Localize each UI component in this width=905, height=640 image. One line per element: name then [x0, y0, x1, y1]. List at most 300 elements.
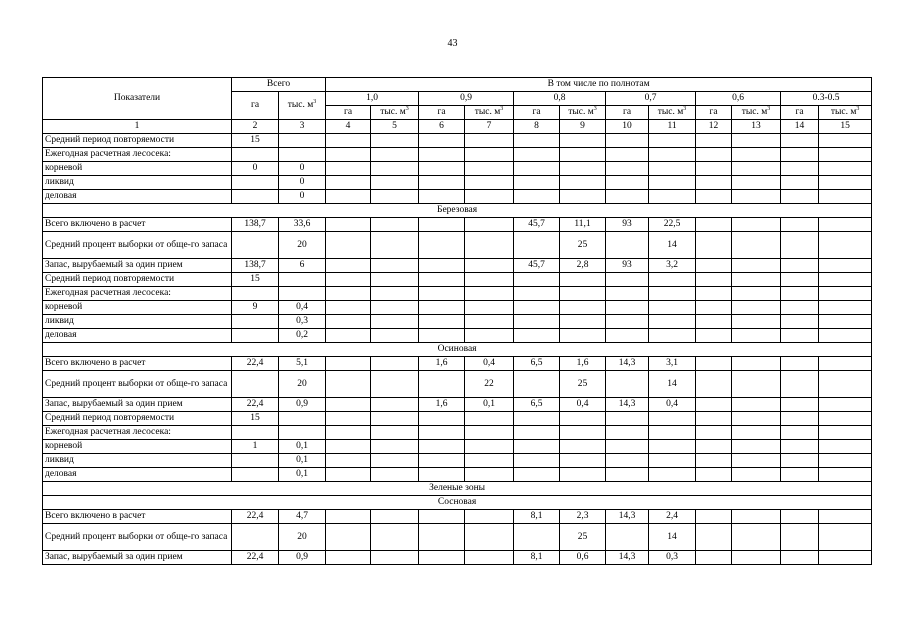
table-cell: [371, 301, 419, 315]
table-cell: [696, 454, 732, 468]
table-cell: 0,9: [279, 398, 326, 412]
table-cell: 93: [606, 218, 649, 232]
column-number: 2: [232, 120, 279, 134]
table-cell: [371, 371, 419, 398]
table-cell: [732, 398, 781, 412]
table-cell: 25: [560, 371, 606, 398]
table-cell: [514, 134, 560, 148]
section-title: Зеленые зоны: [43, 482, 872, 496]
row-label: корневой: [43, 162, 232, 176]
table-cell: [819, 218, 872, 232]
table-cell: [696, 524, 732, 551]
table-row: [43, 315, 872, 329]
table-cell: [371, 524, 419, 551]
table-cell: [514, 426, 560, 440]
table-cell: [649, 412, 696, 426]
table-cell: 14,3: [606, 551, 649, 565]
table-cell: [465, 190, 514, 204]
table-cell: [781, 301, 819, 315]
table-cell: [560, 176, 606, 190]
table-cell: [732, 218, 781, 232]
header-unit-m3: тыс. $м^3$: [732, 106, 781, 120]
table-cell: 3,1: [649, 357, 696, 371]
table-cell: [514, 524, 560, 551]
table-cell: 14,3: [606, 357, 649, 371]
header-density: 0.3-0.5: [781, 92, 872, 106]
table-cell: [465, 524, 514, 551]
table-cell: [696, 315, 732, 329]
table-row: [43, 426, 872, 440]
table-cell: [606, 524, 649, 551]
table-row: [43, 134, 872, 148]
table-cell: 0,3: [279, 315, 326, 329]
table-cell: [606, 162, 649, 176]
header-total-ha: га: [232, 92, 279, 120]
table-cell: [781, 329, 819, 343]
table-cell: [419, 551, 465, 565]
table-row: [43, 524, 872, 551]
table-cell: [371, 551, 419, 565]
table-cell: [781, 162, 819, 176]
table-cell: [371, 357, 419, 371]
table-cell: [279, 412, 326, 426]
table-cell: [371, 259, 419, 273]
table-cell: [371, 162, 419, 176]
column-number: 11: [649, 120, 696, 134]
row-label: Средний процент выборки от обще-го запаса: [43, 371, 232, 398]
column-number: 9: [560, 120, 606, 134]
forest-cutting-table: [42, 77, 872, 565]
table-cell: [326, 273, 371, 287]
table-cell: [419, 301, 465, 315]
header-density: 0,8: [514, 92, 606, 106]
table-cell: 0: [279, 190, 326, 204]
table-cell: 8,1: [514, 510, 560, 524]
table-cell: 0,1: [279, 440, 326, 454]
table-cell: [606, 412, 649, 426]
table-cell: [232, 287, 279, 301]
table-cell: [696, 287, 732, 301]
table-cell: [819, 524, 872, 551]
table-cell: [732, 301, 781, 315]
row-label: ликвид: [43, 454, 232, 468]
table-cell: [819, 176, 872, 190]
table-cell: [732, 259, 781, 273]
table-cell: [326, 398, 371, 412]
table-cell: [326, 259, 371, 273]
table-cell: [419, 134, 465, 148]
table-cell: 6: [279, 259, 326, 273]
table-row: [43, 162, 872, 176]
table-cell: [514, 162, 560, 176]
table-cell: [732, 287, 781, 301]
row-label: Средний период повторяемости: [43, 412, 232, 426]
table-cell: [279, 134, 326, 148]
table-cell: [371, 426, 419, 440]
table-cell: [419, 524, 465, 551]
table-cell: [514, 315, 560, 329]
table-cell: [514, 232, 560, 259]
table-cell: [781, 148, 819, 162]
table-cell: 0,1: [279, 468, 326, 482]
table-cell: [696, 162, 732, 176]
table-cell: [326, 357, 371, 371]
table-cell: [696, 357, 732, 371]
table-cell: [781, 232, 819, 259]
table-cell: 14: [649, 524, 696, 551]
table-cell: [371, 232, 419, 259]
table-cell: [419, 468, 465, 482]
table-row: [43, 468, 872, 482]
table-cell: [819, 398, 872, 412]
table-cell: [819, 301, 872, 315]
table-cell: [781, 273, 819, 287]
section-title: Сосновая: [43, 496, 872, 510]
table-cell: [732, 162, 781, 176]
table-cell: [326, 218, 371, 232]
section-title: Осиновая: [43, 343, 872, 357]
row-label: Всего включено в расчет: [43, 510, 232, 524]
table-cell: [696, 218, 732, 232]
table-cell: 1,6: [419, 357, 465, 371]
table-cell: [371, 134, 419, 148]
table-cell: [781, 134, 819, 148]
table-cell: [649, 454, 696, 468]
table-cell: [606, 468, 649, 482]
table-cell: [819, 273, 872, 287]
table-row: [43, 273, 872, 287]
table-cell: [232, 232, 279, 259]
table-cell: [514, 440, 560, 454]
table-cell: [560, 273, 606, 287]
table-row: [43, 510, 872, 524]
table-cell: [696, 259, 732, 273]
table-cell: [819, 315, 872, 329]
table-cell: [606, 232, 649, 259]
section-row: [43, 496, 872, 510]
table-cell: [279, 287, 326, 301]
column-number: 14: [781, 120, 819, 134]
table-cell: [781, 357, 819, 371]
table-cell: [326, 371, 371, 398]
table-cell: [819, 259, 872, 273]
row-label: Средний период повторяемости: [43, 134, 232, 148]
table-cell: 22,4: [232, 398, 279, 412]
table-cell: [371, 398, 419, 412]
column-number: 12: [696, 120, 732, 134]
table-cell: 3,2: [649, 259, 696, 273]
header-unit-ha: га: [326, 106, 371, 120]
table-row: [43, 287, 872, 301]
table-cell: [732, 426, 781, 440]
table-cell: [232, 190, 279, 204]
table-cell: [514, 148, 560, 162]
table-cell: [371, 148, 419, 162]
table-cell: [560, 412, 606, 426]
table-cell: [514, 301, 560, 315]
table-cell: 20: [279, 232, 326, 259]
table-cell: [560, 162, 606, 176]
table-cell: [326, 148, 371, 162]
table-cell: [326, 232, 371, 259]
table-cell: [732, 524, 781, 551]
table-cell: [819, 440, 872, 454]
table-row: [43, 357, 872, 371]
table-cell: [560, 426, 606, 440]
table-cell: 0,6: [560, 551, 606, 565]
table-cell: [465, 510, 514, 524]
table-cell: [371, 412, 419, 426]
table-cell: [606, 315, 649, 329]
table-cell: [819, 357, 872, 371]
header-unit-ha: га: [606, 106, 649, 120]
table-cell: [232, 468, 279, 482]
table-cell: [514, 190, 560, 204]
table-cell: [649, 301, 696, 315]
table-cell: [732, 232, 781, 259]
table-cell: 1,6: [419, 398, 465, 412]
column-number: 6: [419, 120, 465, 134]
table-cell: [732, 148, 781, 162]
header-density: 0,7: [606, 92, 696, 106]
table-row: [43, 232, 872, 259]
table-cell: [419, 218, 465, 232]
table-cell: [279, 273, 326, 287]
table-cell: [696, 273, 732, 287]
table-cell: [781, 454, 819, 468]
table-cell: [732, 412, 781, 426]
table-cell: 0,9: [279, 551, 326, 565]
table-cell: 0,2: [279, 329, 326, 343]
table-cell: [732, 440, 781, 454]
table-cell: [326, 329, 371, 343]
table-cell: [465, 329, 514, 343]
table-cell: [819, 510, 872, 524]
table-row: [43, 329, 872, 343]
table-cell: 25: [560, 232, 606, 259]
table-cell: [606, 454, 649, 468]
table-cell: [279, 426, 326, 440]
table-cell: [371, 190, 419, 204]
row-label: ликвид: [43, 176, 232, 190]
table-row: [43, 440, 872, 454]
table-cell: [514, 468, 560, 482]
table-cell: [465, 287, 514, 301]
table-cell: [732, 357, 781, 371]
table-row: [43, 398, 872, 412]
table-cell: 2,4: [649, 510, 696, 524]
table-cell: [419, 232, 465, 259]
table-cell: 6,5: [514, 357, 560, 371]
table-cell: [419, 190, 465, 204]
table-cell: [819, 412, 872, 426]
table-cell: [560, 287, 606, 301]
row-label: Ежегодная расчетная лесосека:: [43, 426, 232, 440]
table-cell: 0,3: [649, 551, 696, 565]
header-total-m3: тыс. $м^3$: [279, 92, 326, 120]
table-cell: [819, 454, 872, 468]
table-cell: [326, 134, 371, 148]
table-cell: 22: [465, 371, 514, 398]
table-cell: 6,5: [514, 398, 560, 412]
table-cell: 138,7: [232, 218, 279, 232]
table-cell: 14,3: [606, 398, 649, 412]
table-cell: [326, 440, 371, 454]
table-cell: [819, 371, 872, 398]
table-cell: [560, 329, 606, 343]
table-cell: [419, 148, 465, 162]
table-cell: [371, 454, 419, 468]
table-cell: [419, 176, 465, 190]
table-cell: [781, 426, 819, 440]
table-cell: [419, 273, 465, 287]
table-cell: [514, 371, 560, 398]
table-row: [43, 176, 872, 190]
table-cell: [696, 551, 732, 565]
table-cell: 0,4: [465, 357, 514, 371]
table-cell: 45,7: [514, 259, 560, 273]
column-number: 10: [606, 120, 649, 134]
table-cell: 9: [232, 301, 279, 315]
section-row: [43, 204, 872, 218]
table-cell: [781, 412, 819, 426]
table-cell: [649, 468, 696, 482]
table-cell: [649, 176, 696, 190]
table-cell: [819, 148, 872, 162]
table-cell: 0,4: [649, 398, 696, 412]
table-cell: 0,1: [465, 398, 514, 412]
table-cell: [696, 398, 732, 412]
table-cell: [232, 329, 279, 343]
table-cell: 4,7: [279, 510, 326, 524]
table-cell: [649, 329, 696, 343]
table-cell: [781, 190, 819, 204]
table-cell: 138,7: [232, 259, 279, 273]
table-cell: [465, 301, 514, 315]
table-cell: [606, 287, 649, 301]
table-cell: [649, 426, 696, 440]
table-cell: 1,6: [560, 357, 606, 371]
table-cell: [371, 218, 419, 232]
table-cell: [371, 273, 419, 287]
table-cell: 22,4: [232, 551, 279, 565]
table-cell: [514, 176, 560, 190]
table-cell: [465, 176, 514, 190]
row-label: деловая: [43, 329, 232, 343]
table-cell: [606, 134, 649, 148]
table-cell: [732, 190, 781, 204]
table-cell: [606, 329, 649, 343]
header-density: 0,9: [419, 92, 514, 106]
table-cell: [419, 287, 465, 301]
header-unit-ha: га: [514, 106, 560, 120]
table-cell: [465, 412, 514, 426]
table-cell: [419, 259, 465, 273]
row-label: Ежегодная расчетная лесосека:: [43, 287, 232, 301]
table-cell: [781, 551, 819, 565]
table-cell: [696, 301, 732, 315]
header-unit-m3: тыс. $м^3$: [371, 106, 419, 120]
table-cell: [560, 190, 606, 204]
table-cell: 45,7: [514, 218, 560, 232]
table-cell: [326, 454, 371, 468]
table-cell: [781, 398, 819, 412]
table-cell: [732, 315, 781, 329]
table-cell: 20: [279, 371, 326, 398]
table-cell: [232, 371, 279, 398]
table-cell: [371, 315, 419, 329]
table-cell: [514, 287, 560, 301]
table-cell: [465, 134, 514, 148]
row-label: корневой: [43, 440, 232, 454]
table-cell: [419, 454, 465, 468]
table-cell: 14: [649, 371, 696, 398]
header-indicators: Показатели: [43, 78, 232, 120]
table-cell: [419, 440, 465, 454]
table-row: [43, 454, 872, 468]
table-cell: [606, 371, 649, 398]
row-label: корневой: [43, 301, 232, 315]
table-cell: 14: [649, 232, 696, 259]
table-cell: [371, 440, 419, 454]
table-cell: [419, 412, 465, 426]
table-cell: 0,4: [560, 398, 606, 412]
table-cell: [514, 329, 560, 343]
table-row: [43, 190, 872, 204]
table-cell: [560, 315, 606, 329]
row-label: Запас, вырубаемый за один прием: [43, 259, 232, 273]
row-label: деловая: [43, 468, 232, 482]
table-cell: [781, 218, 819, 232]
column-number: 3: [279, 120, 326, 134]
column-number: 5: [371, 120, 419, 134]
table-cell: [514, 273, 560, 287]
table-cell: [696, 148, 732, 162]
table-cell: 14,3: [606, 510, 649, 524]
table-cell: [649, 287, 696, 301]
table-cell: [649, 315, 696, 329]
column-number: 13: [732, 120, 781, 134]
table-cell: [465, 232, 514, 259]
table-cell: [419, 315, 465, 329]
table-cell: [232, 454, 279, 468]
table-cell: [606, 190, 649, 204]
table-cell: 15: [232, 273, 279, 287]
table-cell: [560, 134, 606, 148]
table-cell: [606, 148, 649, 162]
table-cell: 15: [232, 134, 279, 148]
table-cell: [819, 551, 872, 565]
table-cell: [465, 440, 514, 454]
table-cell: 20: [279, 524, 326, 551]
table-cell: [560, 440, 606, 454]
table-cell: [326, 315, 371, 329]
table-cell: [649, 440, 696, 454]
table-cell: [781, 440, 819, 454]
header-unit-ha: га: [781, 106, 819, 120]
table-cell: [371, 176, 419, 190]
table-cell: [649, 148, 696, 162]
table-row: [43, 551, 872, 565]
table-cell: [696, 426, 732, 440]
table-cell: 2,8: [560, 259, 606, 273]
table-cell: 0,1: [279, 454, 326, 468]
section-title: Березовая: [43, 204, 872, 218]
table-cell: [419, 371, 465, 398]
table-cell: 25: [560, 524, 606, 551]
row-label: Средний период повторяемости: [43, 273, 232, 287]
header-unit-ha: га: [419, 106, 465, 120]
